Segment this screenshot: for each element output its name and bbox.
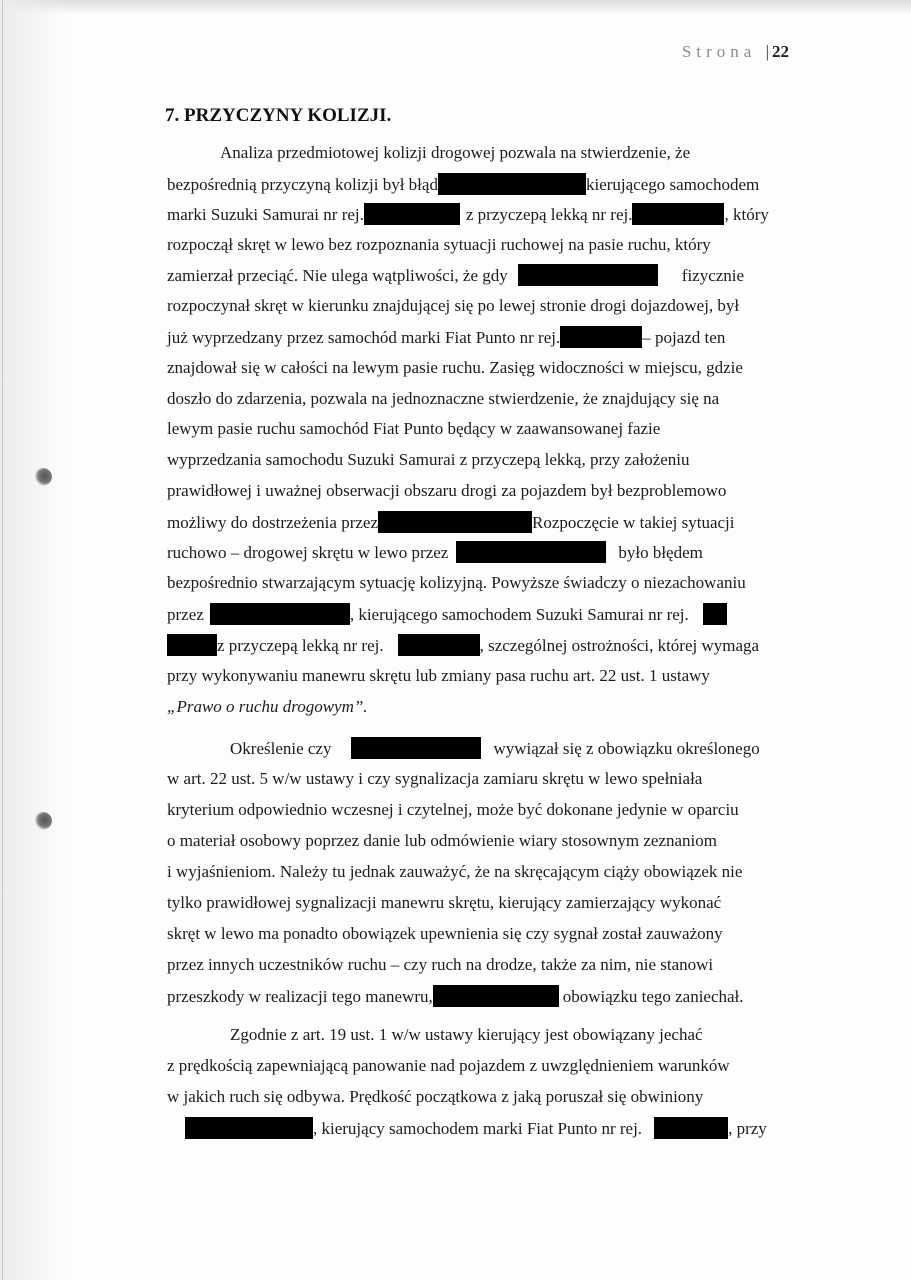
text-line: przeszkody w realizacji tego manewru, obowiązku tego zaniechał.	[167, 987, 744, 1006]
text-line: znajdował się w całości na lewym pasie ruchu. Zasięg widoczności w miejscu, gdzie	[167, 358, 743, 377]
scan-top-edge	[0, 0, 911, 14]
text-line: wyprzedzania samochodu Suzuki Samurai z przyczepą lekką, przy założeniu	[167, 450, 690, 469]
text-line: Analiza przedmiotowej kolizji drogowej pozwala na stwierdzenie, że	[220, 143, 691, 162]
text-line: ruchowo – drogowej skrętu w lewo przez było błędem	[167, 543, 703, 562]
text-line: w jakich ruch się odbywa. Prędkość początkowa z jaką poruszał się obwiniony	[167, 1087, 704, 1106]
text-line: lewym pasie ruchu samochód Fiat Punto będący w zaawansowanej fazie	[167, 419, 661, 438]
text-line: z prędkością zapewniającą panowanie nad pojazdem z uwzględnieniem warunków	[167, 1056, 730, 1075]
text-line: prawidłowej i uważnej obserwacji obszaru drogi za pojazdem był bezproblemowo	[167, 481, 727, 500]
redaction-bar	[654, 1117, 728, 1139]
redaction-bar	[210, 603, 350, 625]
text-line: zamierzał przeciąć. Nie ulega wątpliwości, że gdy fizycznie	[167, 266, 745, 285]
redaction-bar	[433, 985, 559, 1007]
punch-hole-icon	[34, 468, 52, 486]
page-number: 22	[772, 42, 789, 61]
redaction-bar	[518, 264, 658, 286]
text-line: tylko prawidłowej sygnalizacji manewru skrętu, kierujący zamierzający wykonać	[167, 893, 722, 912]
text-line: i wyjaśnieniom. Należy tu jednak zauważyć, że na skręcającym ciąży obowiązek nie	[167, 862, 743, 881]
text-line: możliwy do dostrzeżenia przez Rozpoczęcie w takiej sytuacji	[167, 513, 735, 532]
text-line: „Prawo o ruchu drogowym”.	[167, 697, 368, 716]
redaction-bar	[632, 203, 724, 225]
text-line: już wyprzedzany przez samochód marki Fiat Punto nr rej. – pojazd ten	[167, 328, 726, 347]
redaction-bar	[185, 1117, 313, 1139]
text-line: marki Suzuki Samurai nr rej. z przyczepą lekką nr rej. , który	[167, 205, 769, 224]
text-line: doszło do zdarzenia, pozwala na jednoznaczne stwierdzenie, że znajdujący się na	[167, 389, 720, 408]
redaction-bar	[438, 173, 586, 195]
text-line: skręt w lewo ma ponadto obowiązek upewnienia się czy sygnał został zauważony	[167, 924, 723, 943]
punch-hole-icon	[34, 812, 52, 830]
page-header	[682, 42, 789, 62]
text-line: przez innych uczestników ruchu – czy ruch na drodze, także za nim, nie stanowi	[167, 955, 714, 974]
redaction-bar	[378, 511, 532, 533]
text-line: z przyczepą lekką nr rej. , szczególnej ostrożności, której wymaga	[167, 634, 759, 657]
text-line: bezpośrednią przyczyną kolizji był błąd kierującego samochodem	[167, 175, 760, 194]
scan-left-edge	[0, 0, 70, 1280]
page-label: Strona	[681, 42, 757, 61]
page-separator: |	[765, 42, 769, 61]
text-line: bezpośrednio stwarzającym sytuację kolizyjną. Powyższe świadczy o niezachowaniu	[167, 573, 746, 592]
redaction-bar	[364, 203, 460, 225]
redaction-bar	[560, 326, 642, 348]
text-line: rozpoczynał skręt w kierunku znajdującej się po lewej stronie drogi dojazdowej, był	[167, 296, 740, 315]
text-line: kryterium odpowiednio wczesnej i czytelnej, może być dokonane jedynie w oparciu	[167, 800, 739, 819]
redaction-bar	[351, 737, 481, 759]
scan-edge-line	[2, 0, 3, 1280]
text-line: o materiał osobowy poprzez danie lub odmówienie wiary stosownym zeznaniom	[167, 831, 717, 850]
text-line: , kierujący samochodem marki Fiat Punto nr rej. , przy	[167, 1117, 767, 1140]
text-line: Określenie czy wywiązał się z obowiązku określonego	[230, 739, 760, 758]
section-title: 7. PRZYCZYNY KOLIZJI.	[165, 105, 392, 126]
text-line: przez , kierującego samochodem Suzuki Samurai nr rej.	[167, 603, 727, 626]
redaction-bar	[703, 603, 727, 625]
redaction-bar	[456, 541, 606, 563]
text-line: przy wykonywaniu manewru skrętu lub zmiany pasa ruchu art. 22 ust. 1 ustawy	[167, 666, 710, 685]
text-line: Zgodnie z art. 19 ust. 1 w/w ustawy kierujący jest obowiązany jechać	[230, 1025, 703, 1044]
text-line: w art. 22 ust. 5 w/w ustawy i czy sygnalizacja zamiaru skrętu w lewo spełniała	[167, 769, 703, 788]
redaction-bar	[398, 634, 480, 656]
redaction-bar	[167, 634, 217, 656]
text-line: rozpoczął skręt w lewo bez rozpoznania sytuacji ruchowej na pasie ruchu, który	[167, 235, 711, 254]
